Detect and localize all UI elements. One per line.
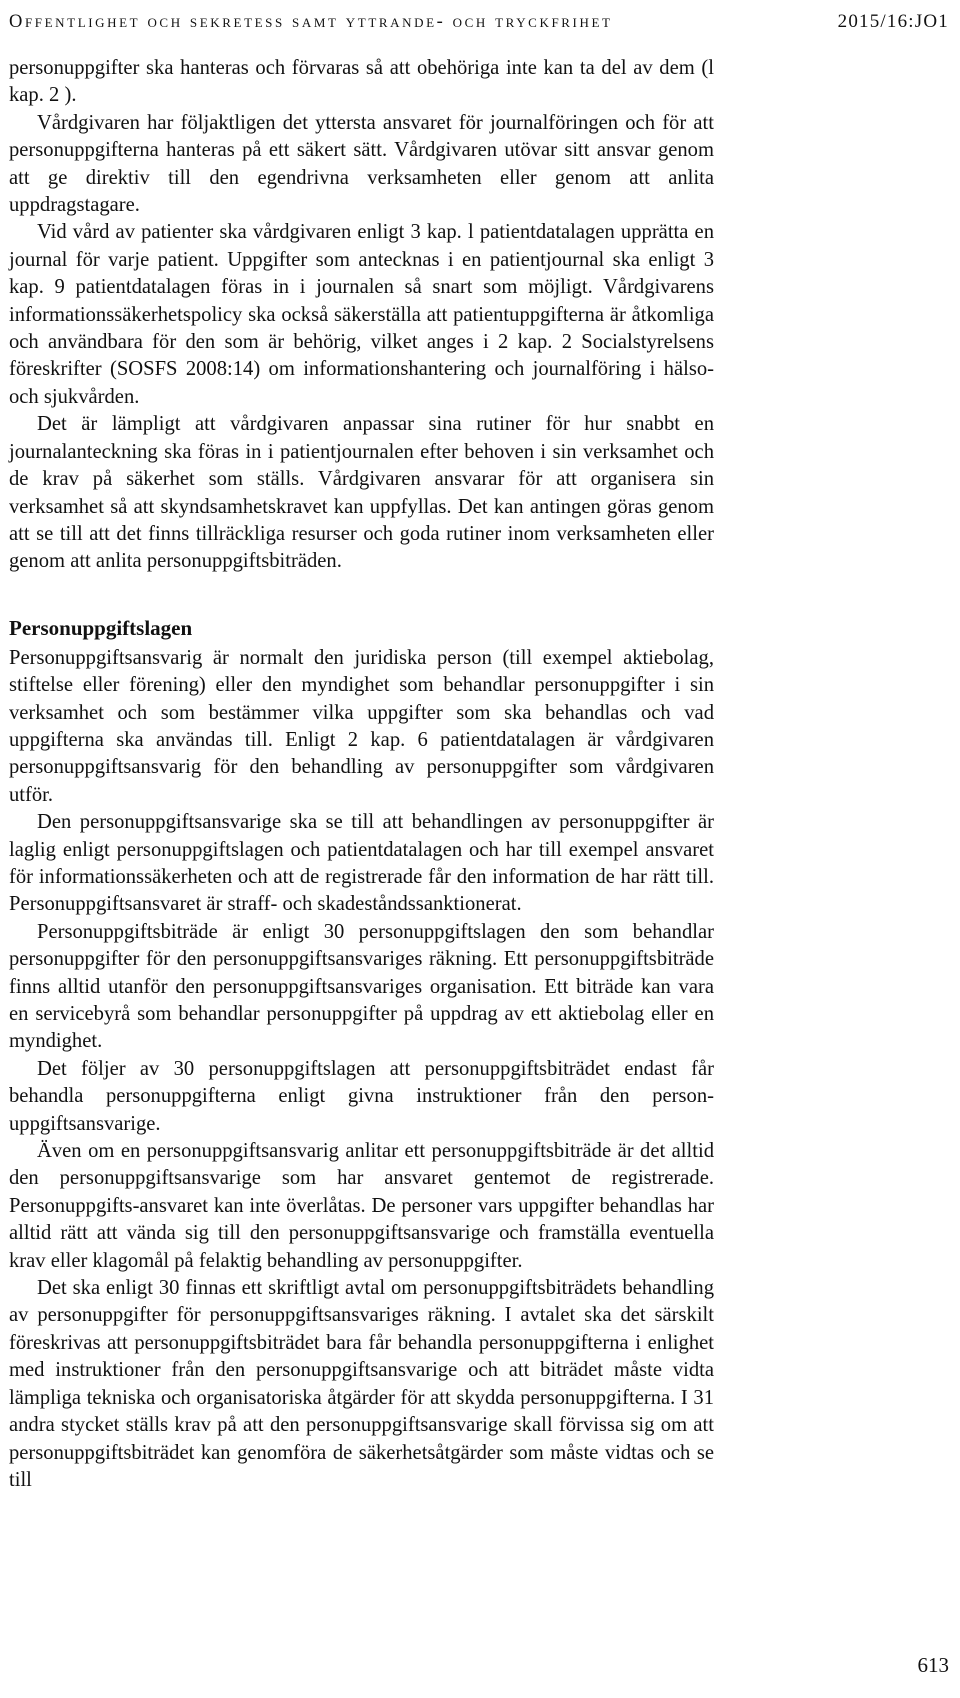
- paragraph: Vårdgivaren har följaktligen det yttersta ansvaret för journalföringen och för att personuppgifterna hanteras på ett säkert sätt. Vårdgivaren utövar sitt ansvar genom att ge direktiv till den egendrivna verksamheten eller genom att anlita uppdragstagare.: [9, 111, 714, 217]
- paragraph-continuation: personuppgifter ska hanteras och förvaras så att obehöriga inte kan ta del av dem (l kap. 2 ).: [9, 57, 714, 107]
- paragraph: Vid vård av patienter ska vårdgivaren enligt 3 kap. l patientdatalagen upprätta en journal för varje patient. Uppgifter som antecknas i en patientjournal ska enligt 3 kap. 9 patientdatalagen föras in i journalen så snart som möjligt. Vårdgivarens informationssäkerhetspolicy ska också säkerställa att patientuppgifterna är åtkomliga och användbara för den som är behörig, vilket anges i 2 kap. 2 Socialstyrelsens föreskrifter (SOSFS 2008:14) om informationshantering och journalföring i hälso- och sjukvården.: [9, 221, 714, 408]
- paragraph: Det är lämpligt att vårdgivaren anpassar sina rutiner för hur snabbt en journalanteckning ska föras in i patientjournalen efter behoven i sin verksamhet och de krav på säkerhet som ställs. Vårdgivaren ansvarar för att organisera sin verksamhet så att skyndsamhetskravet kan uppfyllas. Det kan antingen göras genom att se till att det finns tillräckliga resurser och goda rutiner inom verksamheten eller genom att anlita personuppgiftsbiträden.: [9, 413, 714, 573]
- header-title: Offentlighet och sekretess samt yttrande- och tryckfrihet: [9, 12, 613, 32]
- running-header: [9, 4, 949, 40]
- page-number: 613: [917, 1653, 949, 1677]
- paragraph: Det följer av 30 personuppgiftslagen att personuppgiftsbiträdet endast får behandla personuppgifterna enligt givna instruktioner från den personuppgiftsansvarige.: [9, 1057, 714, 1135]
- paragraph: Den personuppgiftsansvarige ska se till att behandlingen av personuppgifter är laglig enligt personuppgiftslagen och patientdatalagen och har till exempel ansvaret för informationssäkerheten och att de registrerade får den information de har rätt till. Personuppgiftsansvaret är straff- och skadeståndssanktionerat.: [9, 811, 714, 916]
- body-text: [9, 55, 714, 1494]
- paragraph: Personuppgiftsbiträde är enligt 30 personuppgiftslagen den som behandlar personuppgifter för den personuppgiftsansvariges räkning. Ett personuppgiftsbiträde finns alltid utanför den personuppgiftsansvariges organisation. Ett biträde kan vara en servicebyrå som behandlar personuppgifter på uppdrag av ett aktiebolag eller en myndighet.: [9, 920, 714, 1053]
- paragraph: Det ska enligt 30 finnas ett skriftligt avtal om personuppgiftsbiträdets behandling av personuppgifter för personuppgiftsansvariges räkning. I avtalet ska det särskilt föreskrivas att personuppgiftsbiträdet bara får behandla personuppgifterna i enlighet med instruktioner från den personuppgiftsansvarige och att biträdet måste vidta lämpliga tekniska och organisatoriska åtgärder för att skydda personuppgifterna. I 31 andra stycket ställs krav på att den personuppgiftsansvarige skall förvissa sig om att personuppgiftsbiträdet kan genomföra de säkerhetsåtgärder som måste vidtas och se till: [9, 1277, 714, 1491]
- section-heading: Personuppgiftslagen: [9, 615, 193, 640]
- header-document-reference: 2015/16:JO1: [837, 11, 949, 32]
- paragraph: Även om en personuppgiftsansvarig anlitar ett personuppgiftsbiträde är det alltid den personuppgiftsansvarige som har ansvaret gentemot de registrerade. Personuppgifts-ansvaret kan inte överlåtas. De personer vars uppgifter behandlas har alltid rätt att vända sig till den personuppgiftsansvarige och framställa eventuella krav eller klagomål på felaktig behandling av personuppgifter.: [9, 1140, 714, 1272]
- paragraph: Personuppgiftsansvarig är normalt den juridiska person (till exempel aktiebolag, stiftelse eller förening) eller den myndighet som behandlar personuppgifter i sin verksamhet och som bestämmer vilka uppgifter som ska behandlas och vad uppgifterna ska användas till. Enligt 2 kap. 6 patientdatalagen är vårdgivaren personuppgiftsansvarig för den behandling av personuppgifter som vårdgivaren utför.: [9, 646, 714, 806]
